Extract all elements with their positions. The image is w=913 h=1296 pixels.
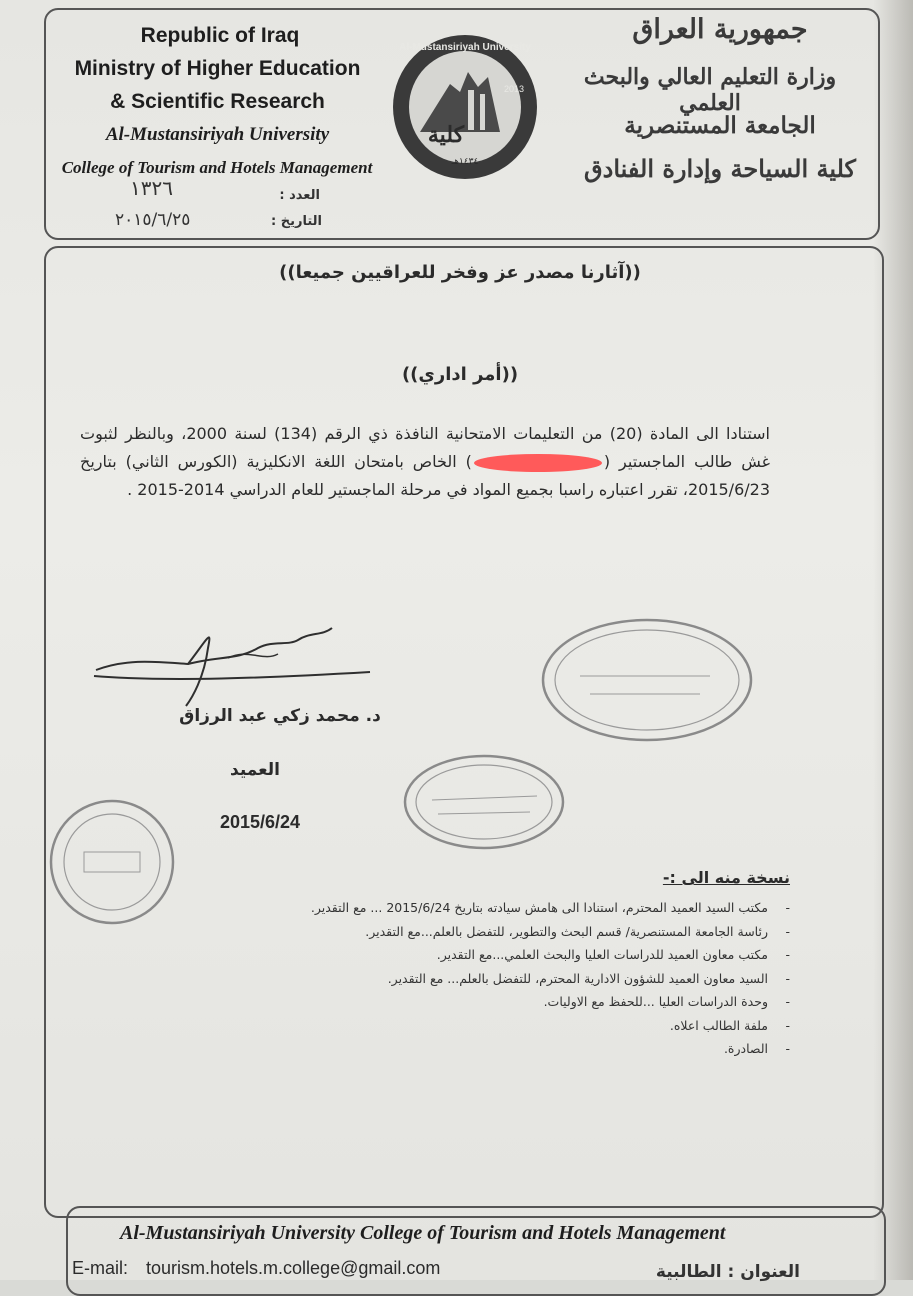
university-logo: [390, 32, 540, 182]
footer-address: العنوان : الطالبية: [655, 1262, 800, 1282]
redaction-mark: [474, 454, 602, 472]
college-stamp-middle: [402, 752, 567, 852]
copies-heading: نسخة منه الى :-: [662, 868, 790, 887]
order-title: ((أمر اداري)): [401, 364, 519, 385]
signer-name: د. محمد زكي عبد الرزاق: [179, 706, 381, 726]
footer-email: tourism.hotels.m.college@gmail.com: [146, 1258, 441, 1278]
copy-item: - ملفة الطالب اعلاه.: [150, 1014, 790, 1038]
order-body-box: [44, 246, 884, 1218]
copy-item: - مكتب معاون العميد للدراسات العليا والبحث العلمي...مع التقدير.: [150, 943, 790, 967]
copy-item: - وحدة الدراسات العليا ...للحفظ مع الاوليات.: [150, 990, 790, 1014]
signer-title: العميد: [230, 760, 280, 780]
number-label: العدد :: [279, 188, 320, 203]
copies-list: [150, 896, 790, 1061]
header-en-country: Republic of Iraq: [140, 24, 300, 47]
copy-item: - مكتب السيد العميد المحترم، استنادا الى هامش سيادته بتاريخ 2015/6/24 ... مع التقدير.: [150, 896, 790, 920]
order-paragraph: [80, 420, 770, 504]
copy-item: - رئاسة الجامعة المستنصرية/ قسم البحث والتطوير، للتفضل بالعلم...مع التقدير.: [150, 920, 790, 944]
header-en-university: Al-Mustansiriyah University: [105, 124, 330, 145]
date-label: التاريخ :: [271, 214, 322, 229]
copy-item: - الصادرة.: [150, 1037, 790, 1061]
header-ar-ministry: وزارة التعليم العالي والبحث العلمي: [583, 64, 837, 116]
header-ar-college: كلية السياحة وإدارة الفنادق: [584, 154, 856, 183]
date-value: ٢٠١٥/٦/٢٥: [115, 210, 191, 230]
order-paragraph-part2: ) الخاص بامتحان اللغة الانكليزية (الكورس الثاني) بتاريخ 2015/6/23، تقرر اعتباره راسبا بجميع المواد في مرحلة الماجستير للعام الدراسي 2014-2015 .: [80, 452, 770, 499]
header-ar-university: الجامعة المستنصرية: [624, 112, 816, 139]
header-ar-country: جمهورية العراق: [632, 14, 808, 45]
header-en-college: College of Tourism and Hotels Management: [61, 158, 373, 177]
footer-box: [66, 1206, 886, 1296]
footer-title: Al-Mustansiriyah University College of Tourism and Hotels Management: [120, 1222, 726, 1244]
motto: ((آثارنا مصدر عز وفخر للعراقيين جميعا)): [279, 262, 641, 283]
order-paragraph-part1: استنادا الى المادة (20) من التعليمات الامتحانية النافذة ذي الرقم (134) لسنة 2000، وبالنظر لثبوت غش طالب الماجستير (: [80, 424, 770, 471]
copy-item: - السيد معاون العميد للشؤون الادارية المحترم، للتفضل بالعلم... مع التقدير.: [150, 967, 790, 991]
logo-hijri: ١٤٣٤هـ: [451, 157, 479, 167]
college-stamp-right: [540, 616, 755, 744]
dean-signature: [88, 618, 378, 708]
header-en-research: & Scientific Research: [110, 90, 325, 113]
signature-date: 2015/6/24: [219, 812, 301, 832]
number-value: ١٣٢٦: [130, 176, 173, 200]
header-en-ministry: Ministry of Higher Education: [74, 57, 361, 80]
logo-university-text: Al-Mustansiriyah University: [399, 42, 531, 53]
footer-email-label: E-mail:: [72, 1258, 129, 1278]
logo-year: 2013: [503, 84, 525, 94]
logo-word: كلية: [427, 122, 465, 148]
